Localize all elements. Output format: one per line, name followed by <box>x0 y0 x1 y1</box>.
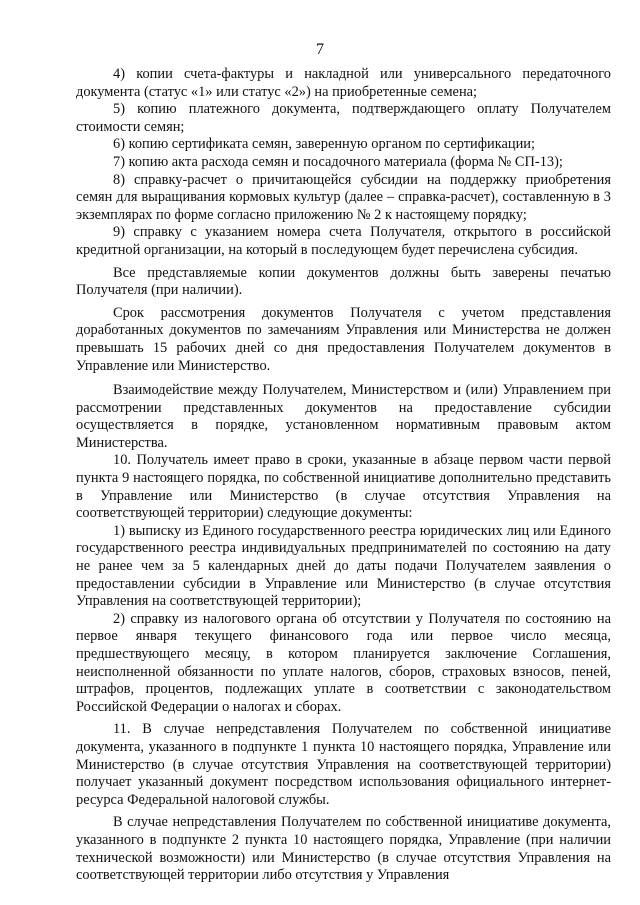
paragraph-item-6: 6) копию сертификата семян, заверенную органом по сертификации; <box>113 136 536 153</box>
paragraph-certification: Все представляемые копии документов должны быть заверены печатью Получателя (при наличии). <box>76 264 611 299</box>
paragraph-item-5: 5) копию платежного документа, подтверждающего оплату Получателем стоимости семян; <box>76 101 611 135</box>
paragraph-point-10: 10. Получатель имеет право в сроки, указанные в абзаце первом части первой пункта 9 настоящего порядка, по собственной инициативе дополнительно представить в Управление или Министерство (в случае отсутствия Управления на соответствующей территории) следующие документы: <box>76 452 611 522</box>
paragraph-item-9: 9) справку с указанием номера счета Получателя, открытого в российской кредитной организации, на который в последующем будет перечислена субсидия. <box>76 224 611 258</box>
document-body <box>76 66 611 885</box>
paragraph-point-10-item-1: 1) выписку из Единого государственного реестра юридических лиц или Единого государственного реестра индивидуальных предпринимателей по состоянию на дату не ранее чем за 5 календарных дней до даты подачи Получателем заявления о предоставлении субсидии в Управление или Министерство (в случае отсутствия Управления на соответствующей территории); <box>76 522 611 610</box>
paragraph-review-period: Срок рассмотрения документов Получателя с учетом представления доработанных документов по замечаниям Управления или Министерства не должен превышать 15 рабочих дней со дня предоставления Получателем документов в Управление или Министерство. <box>76 304 611 374</box>
paragraph-point-11-second: В случае непредставления Получателем по собственной инициативе документа, указанного в подпункте 2 пункта 10 настоящего порядка, Управление (при наличии технической возможности) или Министерство (в случае отсутствия Управления на соответствующей территории либо отсутствия у Управления <box>76 814 611 884</box>
paragraph-item-7: 7) копию акта расхода семян и посадочного материала (форма № СП-13); <box>113 153 563 170</box>
paragraph-item-4: 4) копии счета-фактуры и накладной или универсального передаточного документа (статус «1» или статус «2») на приобретенные семена; <box>76 66 611 100</box>
paragraph-point-10-item-2: 2) справку из налогового органа об отсутствии у Получателя по состоянию на первое января текущего финансового года или первое число месяца, предшествующего месяцу, в котором планируется заключение Соглашения, неисполненной обязанности по уплате налогов, сборов, страховых взносов, пеней, штрафов, процентов, подлежащих уплате в соответствии с законодательством Российской Федерации о налогах и сборах. <box>76 610 611 715</box>
paragraph-interaction: Взаимодействие между Получателем, Министерством и (или) Управлением при рассмотрении представленных документов на предоставление субсидии осуществляется в порядке, установленном нормативным правовым актом Министерства. <box>76 382 611 451</box>
paragraph-point-11: 11. В случае непредставления Получателем по собственной инициативе документа, указанного в подпункте 1 пункта 10 настоящего порядка, Управление или Министерство (в случае отсутствия Управления на соответствующей территории) получает указанный документ посредством использования официального интернет-ресурса Федеральной налоговой службы. <box>76 721 611 808</box>
page-number: 7 <box>316 41 324 58</box>
paragraph-item-8: 8) справку-расчет о причитающейся субсидии на поддержку приобретения семян для выращивания кормовых культур (далее – справка-расчет), составленную в 3 экземплярах по форме согласно приложению № 2 к настоящему порядку; <box>76 171 611 223</box>
